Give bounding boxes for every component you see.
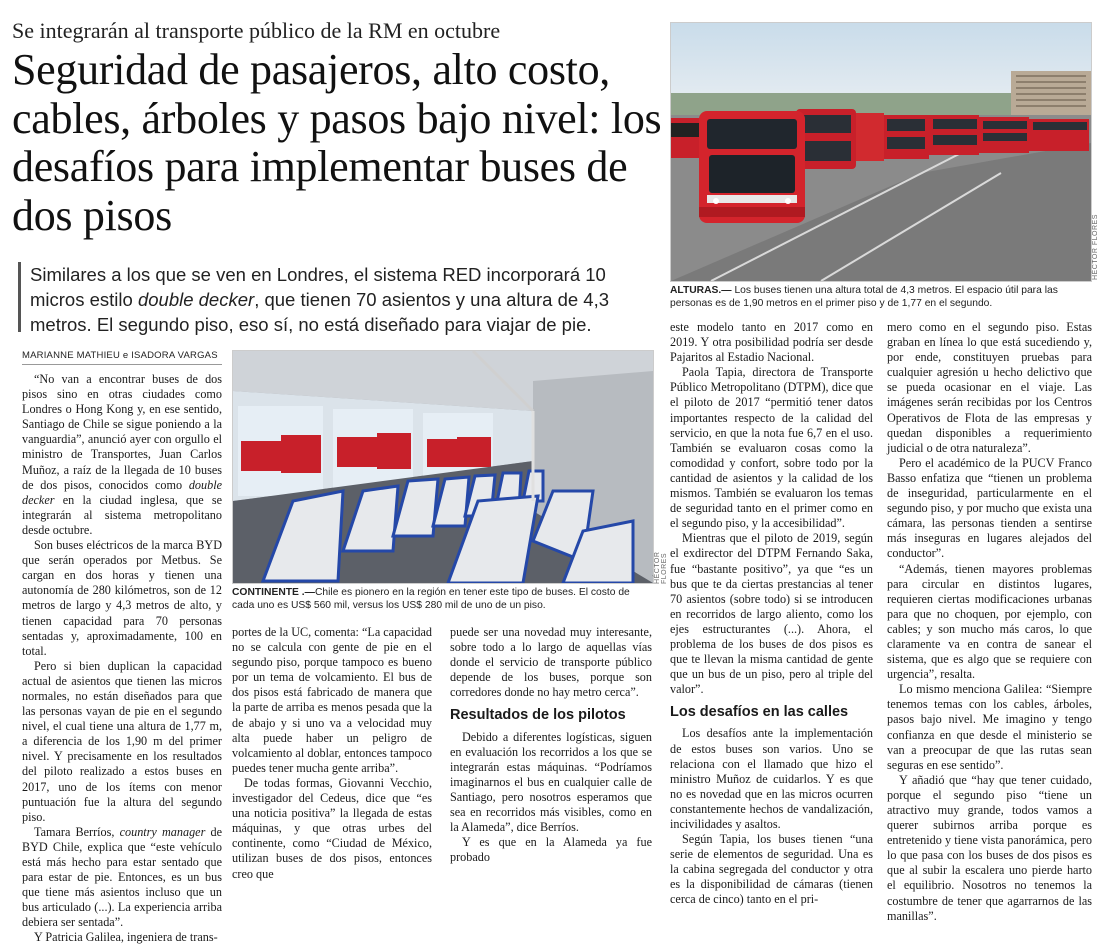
col4-paragraph-3: Mientras que el piloto de 2019, según el exdirector del DTPM Fernando Saka, fue “bastante positivo”, ya que “es un bus que te da ciertas prestancias al tener 70 asientos (sobre todo) si se introducen en recorridos de largo aliento, como los ejes estructurantes (...). Ahora, el problema de los buses de dos pisos es que te llevan la misma cantidad de gente que un bus de un piso, pero al triple del valor”.	[670, 531, 873, 697]
col1-paragraph-4: Tamara Berríos, country manager de BYD Chile, explica que “este vehículo está más hecho para estar sentado que para estar de pie. Entonces, es un bus que tiene más asientos incluso que un bus articulado (...). La experiencia arriba debiera ser sentada”.	[22, 824, 222, 930]
photo-mid-caption	[232, 586, 652, 612]
col5-paragraph-5: Y añadió que “hay que tener cuidado, porque el segundo piso “tiene un atractivo muy grande, todos vamos a querer subirnos arriba porque es entretenido y tiene vista panorámica, pero lo que pasa con los buses de dos pisos es que al subir la escalera uno pierde harto el equilibrio. Nosotros no tenemos la costumbre de tener que agarrarnos de las manillas”.	[887, 772, 1092, 923]
photo-top-credit: HÉCTOR FLORES	[1092, 214, 1099, 280]
lead-rule	[18, 262, 21, 332]
photo-mid-credit: HÉCTOR FLORES	[654, 551, 668, 584]
article-column-2	[232, 625, 432, 882]
col5-paragraph-4: Lo mismo menciona Galilea: “Siempre tenemos temas con los cables, árboles, pasos bajo nivel. Me imagino y tengo confianza en que desde el ministerio se van a preocupar de que las rutas sean seguras en ese sentido”.	[887, 682, 1092, 772]
photo-top-caption-label: ALTURAS.—	[670, 285, 732, 296]
col5-paragraph-3: “Además, tienen mayores problemas para circular en distintos lugares, requieren ciertas modificaciones urbanas para que no choquen, por ejemplo, con cables; y son mucho más caros, lo que claramente va en contra de sanear el sistema, que es algo que se requiere con urgencia”, resalta.	[887, 561, 1092, 682]
headline: Seguridad de pasajeros, alto costo, cables, árboles y pasos bajo nivel: los desafíos para implementar buses de dos pisos	[12, 45, 662, 240]
col1-paragraph-5: Y Patricia Galilea, ingeniera de trans-	[34, 930, 218, 945]
article-column-1	[22, 372, 222, 946]
col1-paragraph-2: Son buses eléctricos de la marca BYD que serán operados por Metbus. Se cargan en dos horas y tienen una autonomía de 280 kilómetros, son de 12 metros de largo y 4,3 metros de alto, y tienen capacidad para 70 personas sentadas y, aproximadamente, 100 en total.	[22, 538, 222, 658]
col4-paragraph-5: Según Tapia, los buses tienen “una serie de elementos de seguridad. Una es la cabina segregada del conductor y otra es la disponibilidad de cámaras (tienen cerca de cinco) tanto en el pri-	[670, 832, 873, 907]
photo-mid-caption-text: Chile es pionero en la región en tener este tipo de buses. El costo de cada uno es US$ 560 mil, versus los US$ 280 mil de uno de un piso.	[232, 587, 630, 611]
article-column-3	[450, 625, 652, 865]
col2-paragraph-1: portes de la UC, comenta: “La capacidad no se calcula con gente de pie en el segundo piso, porque tampoco es bueno por un tema de volcamiento. El bus de dos pisos está fabricado de manera que la parte de arriba es menos pesada que la de abajo y si uno va a velocidad muy alta puede haber un peligro de volcamiento al doblar, entonces tampoco puedes tener mucha gente arriba”.	[232, 625, 432, 775]
col2-paragraph-2: De todas formas, Giovanni Vecchio, investigador del Cedeus, dice que “es una noticia positiva” la llegada de estas máquinas, y que otras urbes del continente, como “Ciudad de México, utilizan buses de dos pisos, entonces creo que	[232, 775, 432, 881]
photo-buses-parked	[670, 22, 1092, 282]
photo-top-caption-text: Los buses tienen una altura total de 4,3 metros. El espacio útil para las personas es de 1,90 metros en el primer piso y de 1,77 en el segundo.	[670, 285, 1058, 309]
col3-paragraph-1: puede ser una novedad muy interesante, sobre todo a lo largo de aquellas vías donde el servicio de transporte público depende de los buses, porque son corredores donde no hay metro cerca”.	[450, 625, 652, 700]
lead-text-2: , que tienen 70 asientos y una altura de 4,3 metros. El segundo piso, eso sí, no está diseñado para viajar de pie.	[30, 289, 610, 335]
article-column-4	[670, 320, 873, 908]
photo-mid-caption-label: CONTINENTE .—	[232, 587, 315, 598]
lead-text-1: Similares a los que se ven en Londres, el sistema RED incorporará 10 micros estilo	[30, 264, 606, 310]
col3-subheading: Resultados de los pilotos	[450, 707, 626, 724]
col4-paragraph-2: Paola Tapia, directora de Transporte Público Metropolitano (DTPM), dice que el piloto de 2017 “permitió tener datos importantes respecto de la calidad del servicio, en que la nota fue 6,7 en el uso. También se evaluaron cosas como la comodidad y confort, sobre todo por la cantidad de asientos y la calidad de los mismos. También se evaluaron los temas de seguridad tanto en el primer como en el segundo piso, y la accesibilidad”.	[670, 365, 873, 531]
col3-paragraph-3: Y es que en la Alameda ya fue probado	[450, 835, 652, 865]
col4-subheading: Los desafíos en las calles	[670, 704, 849, 721]
col1-paragraph-1: “No van a encontrar buses de dos pisos sino en otras ciudades como Londres o Hong Kong y, en ese sentido, Santiago de Chile se sigue poniendo a la vanguardia”, anunció ayer con orgullo el ministro de Transportes, Juan Carlos Muñoz, a raíz de la llegada de 10 buses de dos pisos, conocidos como double decker en la ciudad inglesa, que se integrarán al sistema metropolitano desde octubre.	[22, 372, 222, 537]
col4-paragraph-4: Los desafíos ante la implementación de estos buses son varios. Uno se relaciona con el llamado que hizo el ministro Muñoz de cuidarlos. Y es que no es novedad que en las micros ocurren constantemente hechos de vandalización, incivilidades y asaltos.	[670, 726, 873, 831]
col1-paragraph-3: Pero si bien duplican la capacidad actual de asientos que tienen las micros normales, no están diseñados para que las personas vayan de pie en el segundo nivel, el cual tiene una altura de 1,77 m, a diferencia de los 1,90 m del primer nivel. Y precisamente en los resultados del piloto realizado a estos buses en 2017, uno de los ítems con menor puntuación fue la altura del segundo piso.	[22, 658, 222, 824]
col4-paragraph-1: este modelo tanto en 2017 como en 2019. Y otra posibilidad podría ser desde Pajaritos al Estadio Nacional.	[670, 320, 873, 365]
photo-top-caption	[670, 284, 1090, 310]
lead-paragraph	[30, 262, 645, 337]
kicker: Se integrarán al transporte público de la RM en octubre	[12, 18, 501, 43]
lead-emphasis: double decker	[137, 289, 255, 310]
col5-paragraph-2: Pero el académico de la PUCV Franco Basso enfatiza que “tienen un problema de inseguridad, particularmente en el segundo piso, y por mucho que exista una cámara, las personas tienden a sentirse más inseguras en lugares alejados del conductor”.	[887, 455, 1092, 561]
col5-paragraph-1: mero como en el segundo piso. Estas graban en línea lo que está sucediendo y, por ende, constituyen pruebas para cualquier agresión u hecho delictivo que se pueda ocasionar en el viaje. Las imágenes serán recibidas por los Centros Operativos de Flota de las empresas y quedan disponibles a requerimiento judicial o de otra naturaleza”.	[887, 320, 1092, 455]
byline: MARIANNE MATHIEU e ISADORA VARGAS	[22, 350, 222, 365]
col3-paragraph-2: Debido a diferentes logísticas, siguen en evaluación los recorridos a los que se integrarán estas máquinas. “Podríamos imaginarnos el bus en cualquier calle de Santiago, pero nosotros esperamos que sea en recorridos más visibles, como en la Alameda”, dice Berríos.	[450, 729, 652, 835]
article-column-5	[887, 320, 1092, 924]
photo-bus-interior	[232, 350, 654, 584]
